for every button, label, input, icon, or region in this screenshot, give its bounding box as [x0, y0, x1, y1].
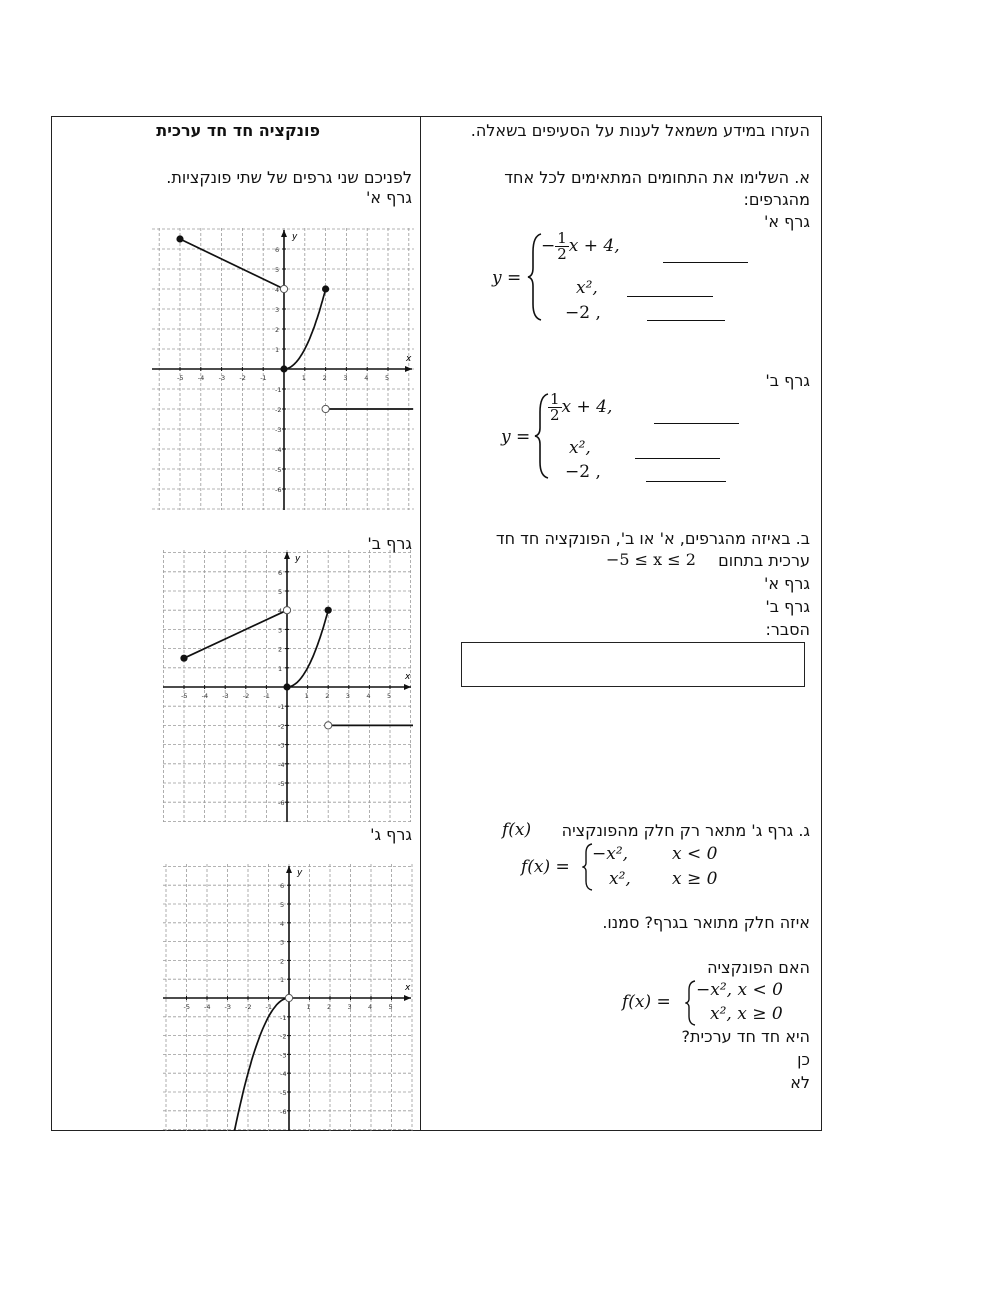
x-tick-label: -4 — [197, 374, 205, 382]
y-tick-label: 2 — [278, 645, 283, 654]
part-a-line1: א. השלימו את התחומים המתאימים לכל אחד — [504, 168, 810, 187]
x-tick-label: 1 — [304, 692, 309, 700]
x-tick-label: 5 — [385, 374, 390, 382]
x-tick-label: 4 — [366, 692, 371, 700]
y-tick-label: -1 — [280, 1013, 287, 1022]
closed-point — [280, 365, 287, 372]
x-tick-label: -2 — [245, 1003, 252, 1011]
x-tick-label: 4 — [364, 374, 369, 382]
y-tick-label: -2 — [275, 406, 282, 414]
x-axis-label: x — [406, 354, 412, 364]
formula-b-case2: x², — [569, 438, 591, 458]
y-tick-label: 3 — [280, 938, 285, 947]
formula-d-case1: −x², x < 0 — [696, 980, 783, 1000]
part-a-graph-a-label: גרף א' — [763, 212, 810, 231]
y-axis-label: y — [297, 868, 303, 878]
graph-a-chart — [152, 228, 414, 510]
formula-c-case1: −x², — [592, 844, 629, 864]
graph-a-label: גרף א' — [365, 188, 412, 207]
formula-b-case1: $\frac{1}{2}$ x + 4, — [550, 390, 613, 424]
formula-d-lhs: f(x) = — [622, 992, 671, 1012]
column-divider — [420, 116, 421, 1131]
graph-b-label: גרף ב' — [367, 534, 412, 553]
formula-a-case1: − $\frac{1}{2}$ x + 4, — [541, 229, 620, 263]
blank-a1[interactable] — [663, 262, 748, 263]
y-tick-label: 6 — [275, 246, 280, 254]
x-tick-label: -4 — [201, 692, 209, 700]
worksheet-title: פונקציה חד חד ערכית — [156, 121, 320, 140]
part-a-line2: מהגרפים: — [743, 190, 810, 209]
open-point — [325, 722, 332, 729]
y-tick-label: -1 — [275, 386, 282, 394]
y-tick-label: -4 — [280, 1070, 287, 1079]
formula-a-case2: x², — [576, 278, 598, 298]
x-axis-arrow — [404, 684, 411, 690]
answer-no[interactable]: לא — [790, 1073, 810, 1092]
x-tick-label: -5 — [177, 374, 184, 382]
y-tick-label: 4 — [280, 919, 285, 928]
formula-a-lhs: y = — [492, 268, 522, 288]
x-tick-label: -3 — [218, 374, 226, 382]
closed-point — [325, 607, 332, 614]
y-tick-label: -5 — [278, 780, 285, 788]
answer-yes[interactable]: כן — [797, 1050, 810, 1069]
formula-c-case1-cond: x < 0 — [672, 844, 718, 864]
blank-a2[interactable] — [627, 296, 713, 297]
graph-c-chart — [163, 864, 413, 1131]
x-tick-label: 1 — [301, 374, 306, 382]
y-axis-label: y — [295, 554, 301, 564]
y-tick-label: 1 — [275, 346, 280, 354]
y-tick-label: 5 — [280, 901, 285, 909]
x-tick-label: 2 — [322, 374, 327, 382]
left-intro: לפניכם שני גרפים של שתי פונקציות. — [166, 168, 412, 187]
x-tick-label: -2 — [239, 374, 246, 382]
x-axis-arrow — [404, 995, 411, 1001]
x-tick-label: 2 — [327, 1003, 332, 1011]
part-b-option-b[interactable]: גרף ב' — [765, 597, 810, 616]
formula-d-case2: x², x ≥ 0 — [710, 1004, 783, 1024]
x-tick-label: -3 — [222, 692, 229, 700]
y-tick-label: 1 — [280, 976, 285, 985]
graph-b-chart — [163, 550, 413, 822]
x-axis-label: x — [405, 672, 411, 682]
part-b-line1: ב. באיזה מהגרפים, א' או ב', הפונקציה חד חד — [495, 529, 810, 548]
x-tick-label: 1 — [306, 1003, 311, 1011]
y-tick-label: -5 — [275, 466, 282, 474]
x-tick-label: -4 — [204, 1003, 211, 1011]
part-b-line2: ערכית בתחום — [718, 551, 810, 570]
graph-segment-line — [180, 239, 284, 289]
y-tick-label: -2 — [280, 1032, 287, 1041]
x-tick-label: -1 — [265, 1003, 272, 1011]
y-tick-label: 6 — [280, 882, 285, 891]
y-axis-label: y — [292, 232, 298, 242]
formula-b-lhs: y = — [501, 427, 531, 447]
y-tick-label: -6 — [280, 1107, 287, 1116]
y-tick-label: 6 — [278, 568, 283, 577]
part-c-question: איזה חלק מתואר בגרף? סמנו. — [602, 913, 810, 932]
part-c-line1: ג. גרף ג' מתאר רק חלק מהפונקציה — [561, 821, 810, 840]
y-tick-label: 4 — [278, 607, 283, 616]
formula-c-lhs: f(x) = — [521, 857, 570, 877]
y-tick-label: 3 — [278, 626, 283, 635]
x-tick-label: -5 — [183, 1003, 190, 1011]
part-b-option-a[interactable]: גרף א' — [763, 574, 810, 593]
open-point — [280, 285, 287, 292]
x-tick-label: -1 — [263, 692, 270, 700]
open-point — [285, 994, 292, 1001]
y-tick-label: 2 — [280, 957, 285, 966]
y-tick-label: 2 — [275, 326, 280, 334]
y-tick-label: 5 — [278, 588, 283, 596]
y-tick-label: 4 — [275, 286, 280, 294]
x-tick-label: 3 — [343, 374, 348, 382]
closed-point — [283, 683, 290, 690]
y-axis-arrow — [284, 552, 290, 559]
y-tick-label: 5 — [275, 266, 280, 274]
formula-b-case3: −2 , — [565, 462, 601, 482]
y-tick-label: -3 — [278, 741, 285, 750]
x-axis-label: x — [405, 983, 411, 993]
y-axis-arrow — [286, 866, 292, 873]
closed-point — [322, 285, 329, 292]
part-c-q2-line1: האם הפונקציה — [707, 958, 810, 977]
blank-a3[interactable] — [647, 320, 725, 321]
closed-point — [180, 655, 187, 662]
x-axis-arrow — [405, 366, 412, 372]
blank-b1[interactable] — [654, 423, 739, 424]
formula-c-case2: x², — [609, 869, 631, 889]
part-b-explain-label: הסבר: — [765, 620, 810, 639]
blank-b2[interactable] — [635, 458, 720, 459]
y-tick-label: -6 — [275, 486, 282, 494]
y-tick-label: 1 — [278, 664, 283, 673]
y-tick-label: -3 — [280, 1051, 287, 1060]
y-tick-label: -3 — [275, 426, 282, 434]
part-c-q2-line2: היא חד חד ערכית? — [681, 1027, 810, 1046]
x-tick-label: 3 — [345, 692, 350, 700]
y-tick-label: -1 — [278, 703, 285, 712]
y-tick-label: -4 — [275, 446, 282, 454]
part-a-graph-b-label: גרף ב' — [765, 371, 810, 390]
x-tick-label: -5 — [181, 692, 188, 700]
y-tick-label: -4 — [278, 760, 285, 769]
x-tick-label: 2 — [325, 692, 330, 700]
formula-c-case2-cond: x ≥ 0 — [672, 869, 718, 889]
y-tick-label: -6 — [278, 799, 285, 808]
x-tick-label: -3 — [224, 1003, 231, 1011]
graph-segment-line — [184, 610, 287, 658]
graph-c-label: גרף ג' — [370, 825, 412, 844]
x-tick-label: 3 — [347, 1003, 352, 1011]
y-tick-label: 3 — [275, 306, 280, 314]
y-tick-label: -5 — [280, 1089, 287, 1097]
closed-point — [176, 235, 183, 242]
x-tick-label: 5 — [388, 1003, 393, 1011]
y-tick-label: -2 — [278, 722, 285, 731]
formula-a-case3: −2 , — [565, 303, 601, 323]
blank-b3[interactable] — [646, 481, 726, 482]
instruction-text: העזרו במידע משמאל לענות על הסעיפים בשאלה. — [470, 121, 810, 140]
y-axis-arrow — [281, 230, 287, 237]
x-tick-label: 5 — [387, 692, 392, 700]
open-point — [283, 607, 290, 614]
part-c-fx: f(x) — [502, 820, 532, 840]
explanation-answer-box[interactable] — [461, 642, 805, 687]
x-tick-label: -1 — [260, 374, 267, 382]
x-tick-label: 4 — [368, 1003, 373, 1011]
x-tick-label: -2 — [242, 692, 250, 700]
open-point — [322, 405, 329, 412]
part-b-domain: −5 ≤ x ≤ 2 — [606, 550, 696, 569]
